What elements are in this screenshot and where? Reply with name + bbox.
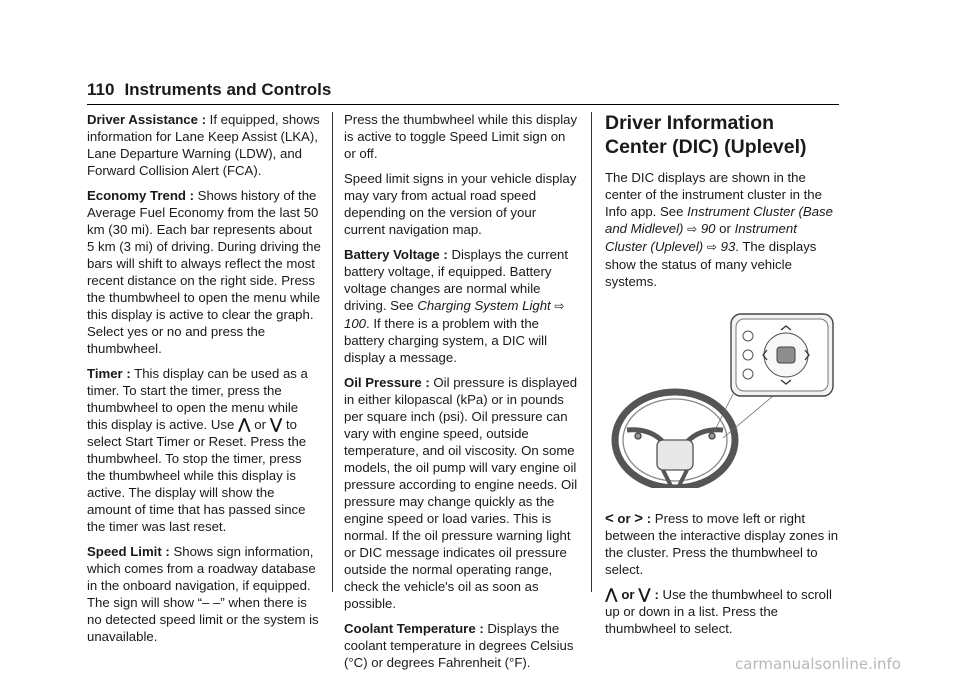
battery-text-a: Displays the current battery voltage, if equipped. Battery voltage changes are normal while driving. See xyxy=(344,247,569,313)
page-header xyxy=(87,80,839,105)
up-down-paragraph xyxy=(605,586,839,637)
driver-assistance-paragraph xyxy=(87,111,322,179)
up-chevron-icon: ⋀ xyxy=(237,416,251,433)
page-ref-number[interactable]: 100 xyxy=(344,316,367,331)
term-battery-voltage: Battery Voltage : xyxy=(344,247,448,262)
intro-text-b: . The displays show the status of many vehicle systems. xyxy=(605,239,817,289)
page-ref-arrow-icon: ⇨ xyxy=(706,240,717,254)
economy-trend-text: Shows history of the Average Fuel Economy from the last 50 km (30 mi). Each bar represents about 5 km (3 mi) of driving. During driving the bars will shift to always reflect the most recent distance on the right side. Press the thumbwheel to open the menu while this display is active to clear the graph. Select yes or no and press the thumbwheel. xyxy=(87,188,321,356)
oil-pressure-paragraph xyxy=(344,374,580,612)
driver-assistance-text: If equipped, shows information for Lane Keep Assist (LKA), Lane Departure Warning (LDW), and Forward Collision Alert (FCA). xyxy=(87,112,320,178)
left-right-colon: : xyxy=(643,511,652,526)
economy-trend-paragraph xyxy=(87,187,322,357)
down-chevron-icon: ⋁ xyxy=(638,586,651,603)
speed-sign-toggle-paragraph: Press the thumbwheel while this display is active to toggle Speed Limit sign on or off. xyxy=(344,112,578,161)
column-middle xyxy=(344,111,580,679)
instrument-cluster-base-link[interactable]: Instrument Cluster (Base and Midlevel) xyxy=(605,204,833,236)
term-speed-limit: Speed Limit : xyxy=(87,544,170,559)
dic-intro-paragraph xyxy=(605,169,839,290)
timer-or: or xyxy=(250,417,270,432)
speed-limit-paragraph xyxy=(87,543,322,645)
oil-pressure-text: Oil pressure is displayed in either kilopascal (kPa) or in pounds per square inch (psi). Oil pressure can vary with engine speed, outside temperature, and oil viscosity. On some models, the oil pump will vary engine oil pressure according to engine needs. Oil pressure may change quickly as the engine speed or load varies. This is normal. If the oil pressure warning light or DIC message indicates oil pressure outside the normal operating range, check the vehicle's oil as soon as possible. xyxy=(344,375,578,611)
term-coolant-temperature: Coolant Temperature : xyxy=(344,621,484,636)
section-title: Instruments and Controls xyxy=(124,80,332,99)
intro-or: or xyxy=(715,221,735,236)
column-right xyxy=(605,111,839,645)
intro-text-a: The DIC displays are shown in the center of the instrument cluster in the Info app. See xyxy=(605,170,822,219)
term-oil-pressure: Oil Pressure : xyxy=(344,375,430,390)
term-timer: Timer : xyxy=(87,366,131,381)
battery-text-b: . If there is a problem with the battery charging system, a DIC will display a message. xyxy=(344,316,548,365)
coolant-temperature-text: Displays the coolant temperature in degrees Celsius (°C) or degrees Fahrenheit (°F). xyxy=(344,621,574,670)
left-right-paragraph xyxy=(605,510,839,578)
up-down-or: or xyxy=(617,587,639,602)
section-heading: Driver Information Center (DIC) (Uplevel) xyxy=(605,112,807,158)
up-down-text: Use the thumbwheel to scroll up or down in a list. Press the thumbwheel to select. xyxy=(605,587,832,636)
down-chevron-icon: ⋁ xyxy=(269,416,283,433)
page-ref-arrow-icon: ⇨ xyxy=(554,299,565,313)
coolant-temperature-paragraph xyxy=(344,620,580,671)
up-down-colon: : xyxy=(650,587,659,602)
chevron-left-icon: < xyxy=(605,510,614,527)
charging-system-light-link[interactable]: Charging System Light xyxy=(417,298,551,313)
column-divider xyxy=(591,112,592,592)
watermark: carmanualsonline.info xyxy=(735,655,901,673)
page-ref-number[interactable]: 90 xyxy=(700,221,716,236)
term-economy-trend: Economy Trend : xyxy=(87,188,194,203)
term-driver-assistance: Driver Assistance : xyxy=(87,112,206,127)
timer-paragraph xyxy=(87,365,322,535)
chevron-right-icon: > xyxy=(634,510,644,527)
left-right-or: or xyxy=(613,511,635,526)
instrument-cluster-uplevel-link[interactable]: Instrument Cluster (Uplevel) xyxy=(605,221,797,254)
page-ref-arrow-icon: ⇨ xyxy=(687,222,698,236)
left-right-text: Press to move left or right between the interactive display zones in the cluster. Press the thumbwheel to select. xyxy=(605,511,839,577)
battery-voltage-paragraph xyxy=(344,246,580,366)
page-ref-number[interactable]: 93 xyxy=(720,239,736,254)
timer-text-a: This display can be used as a timer. To start the timer, press the thumbwheel to open the menu while this display is active. Use xyxy=(87,366,308,432)
page-number: 110 xyxy=(87,80,115,99)
steering-wheel-controls-illustration xyxy=(605,310,839,488)
column-left xyxy=(87,111,322,653)
speed-sign-map-paragraph: Speed limit signs in your vehicle display may vary from actual road speed depending on the version of your current navigation map. xyxy=(344,171,577,237)
column-divider xyxy=(332,112,333,592)
up-chevron-icon: ⋀ xyxy=(605,586,618,603)
timer-text-b: to select Start Timer or Reset. Press the thumbwheel. To stop the timer, press the thumbwheel while this display is active. The display will show the amount of time that has passed since the timer was last reset. xyxy=(87,417,307,534)
speed-limit-text: Shows sign information, which comes from a roadway database in the onboard navigation, if equipped. The sign will show “– –” when there is no detected speed limit or the system is unavailable. xyxy=(87,544,319,644)
